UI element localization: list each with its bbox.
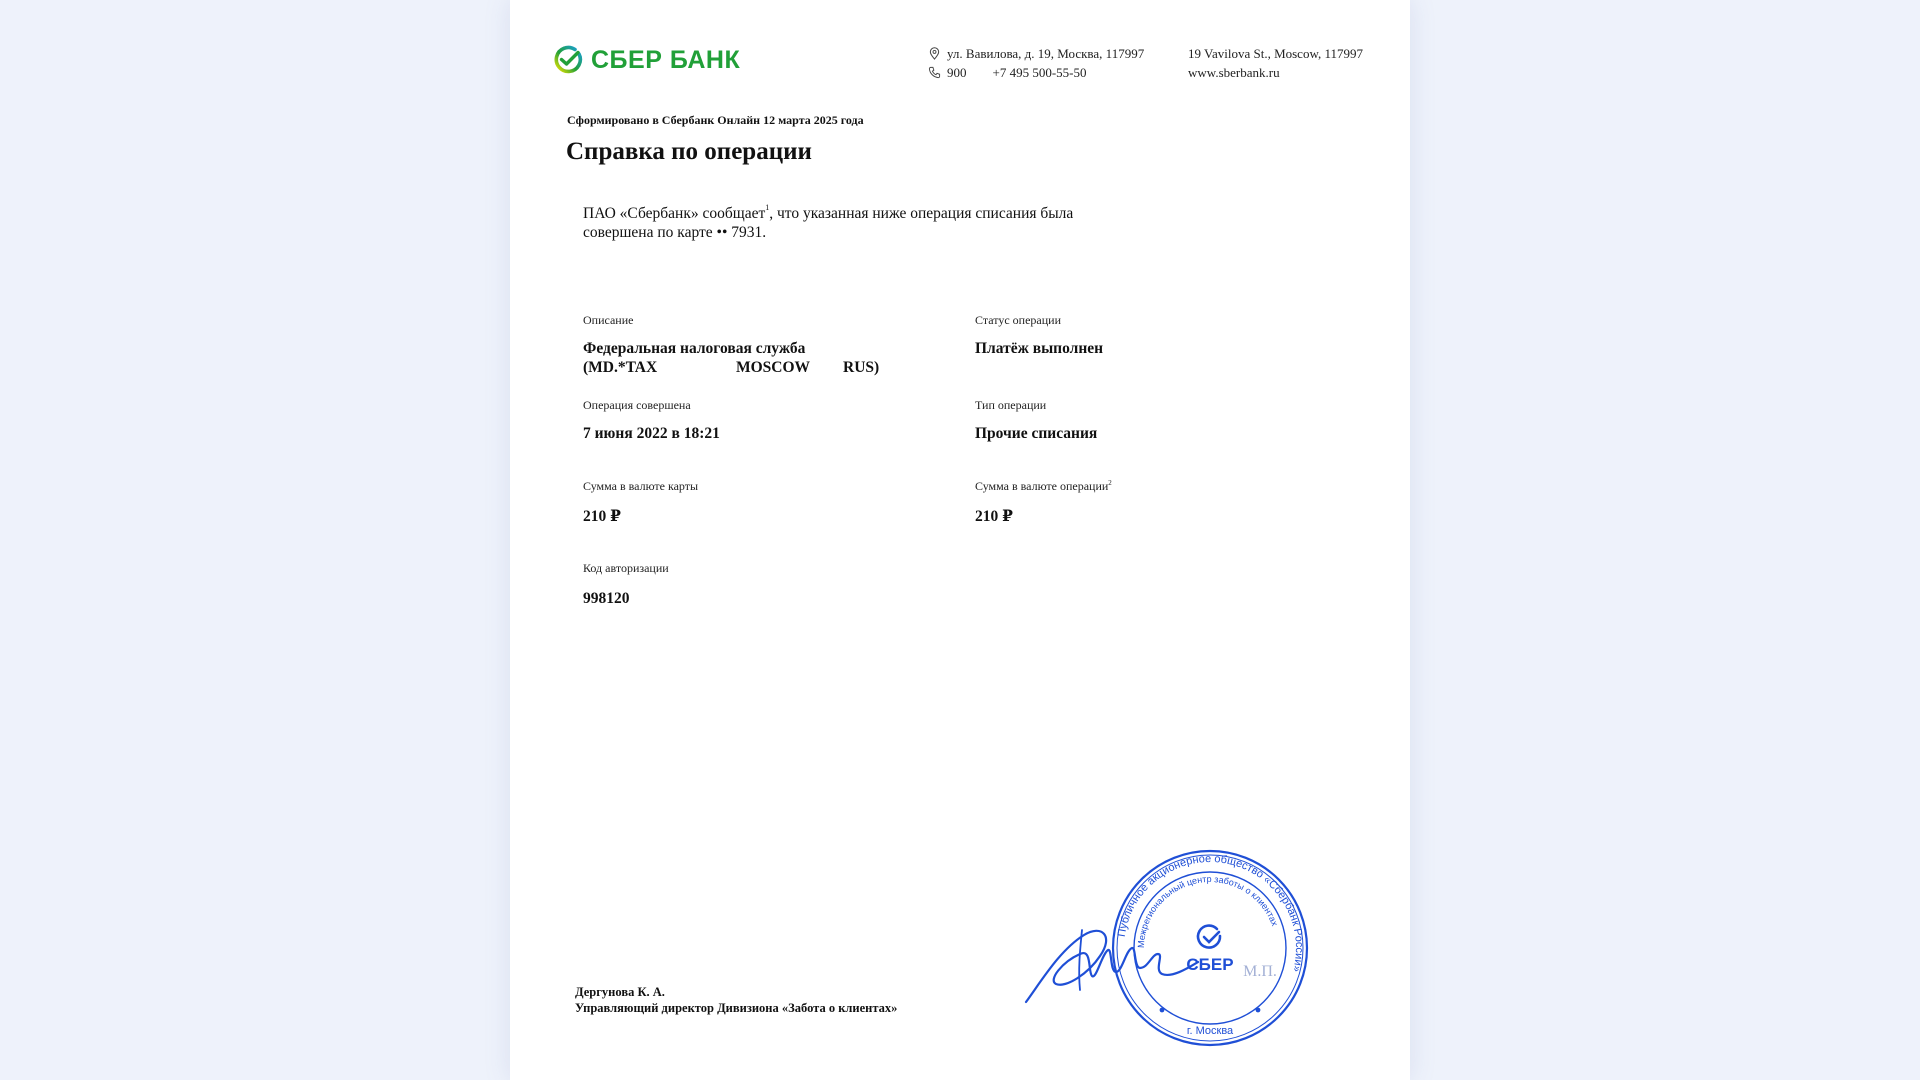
footnote-2: 2 [1108, 479, 1112, 487]
status-field [975, 313, 1103, 358]
description-value: Федеральная налоговая служба (MD.*TAX MOSCOW RUS) [583, 340, 880, 376]
op-amount-label: Сумма в валюте операции$^2$ [975, 479, 1112, 493]
type-field [975, 398, 1097, 443]
card-amount-label: Сумма в валюте карты [583, 479, 699, 493]
description-field [583, 313, 879, 377]
logo-text: СБЕР БАНК [591, 45, 741, 74]
card-amount-field [583, 479, 698, 526]
signatory-position: Управляющий директор Дивизиона «Забота о клиентах» [575, 1001, 898, 1015]
card-amount-value: 210 ₽ [583, 508, 621, 525]
intro-paragraph: ПАО «Сбербанк» сообщает$^1$, что указанная ниже операция списания была совершена по карте •• 7931. [583, 203, 1074, 241]
address-en: 19 Vavilova St., Moscow, 117997 [1188, 46, 1364, 61]
date-value: 7 июня 2022 в 18:21 [583, 425, 720, 442]
signatory-block [575, 984, 897, 1016]
date-field [583, 398, 720, 443]
op-amount-field [975, 479, 1112, 526]
phone-icon [928, 66, 941, 79]
svg-text:г. Москва: г. Москва [1186, 1025, 1234, 1037]
auth-code-value: 998120 [583, 590, 630, 607]
signatory-name: Дергунова К. А. [575, 985, 665, 999]
auth-code-field [583, 561, 669, 608]
website-link[interactable]: www.sberbank.ru [1188, 65, 1280, 80]
generated-note: Сформировано в Сбербанк Онлайн 12 марта 2025 года [567, 113, 864, 127]
svg-text:Публичное акционерное общество: Публичное акционерное общество «Сбербанк России» [1115, 852, 1306, 974]
description-label: Описание [583, 313, 634, 327]
svg-text:М.П.: М.П. [1243, 963, 1277, 980]
location-pin-icon [928, 47, 941, 60]
status-value: Платёж выполнен [975, 340, 1104, 357]
type-value: Прочие списания [975, 425, 1098, 442]
footnote-1: 1 [765, 203, 770, 212]
sber-logo [553, 45, 740, 75]
contacts-en [1188, 44, 1363, 82]
sber-logo-icon [553, 45, 583, 75]
type-label: Тип операции [975, 398, 1047, 412]
svg-text:Межрегиональный центр заботы о: Межрегиональный центр заботы о клиентах [1135, 873, 1280, 949]
date-label: Операция совершена [583, 398, 691, 412]
address-ru: ул. Вавилова, д. 19, Москва, 117997 [947, 46, 1145, 61]
op-amount-value: 210 ₽ [975, 508, 1013, 525]
bank-seal-stamp [1110, 848, 1310, 1048]
document-title: Справка по операции [566, 138, 812, 165]
auth-code-label: Код авторизации [583, 561, 669, 575]
short-phone: 900 [947, 65, 967, 80]
phone: +7 495 500-55-50 [992, 65, 1087, 80]
status-label: Статус операции [975, 313, 1062, 327]
document-page [510, 0, 1410, 1080]
stamp-logo: СБЕР [1186, 955, 1234, 974]
contacts-ru [928, 44, 1144, 82]
